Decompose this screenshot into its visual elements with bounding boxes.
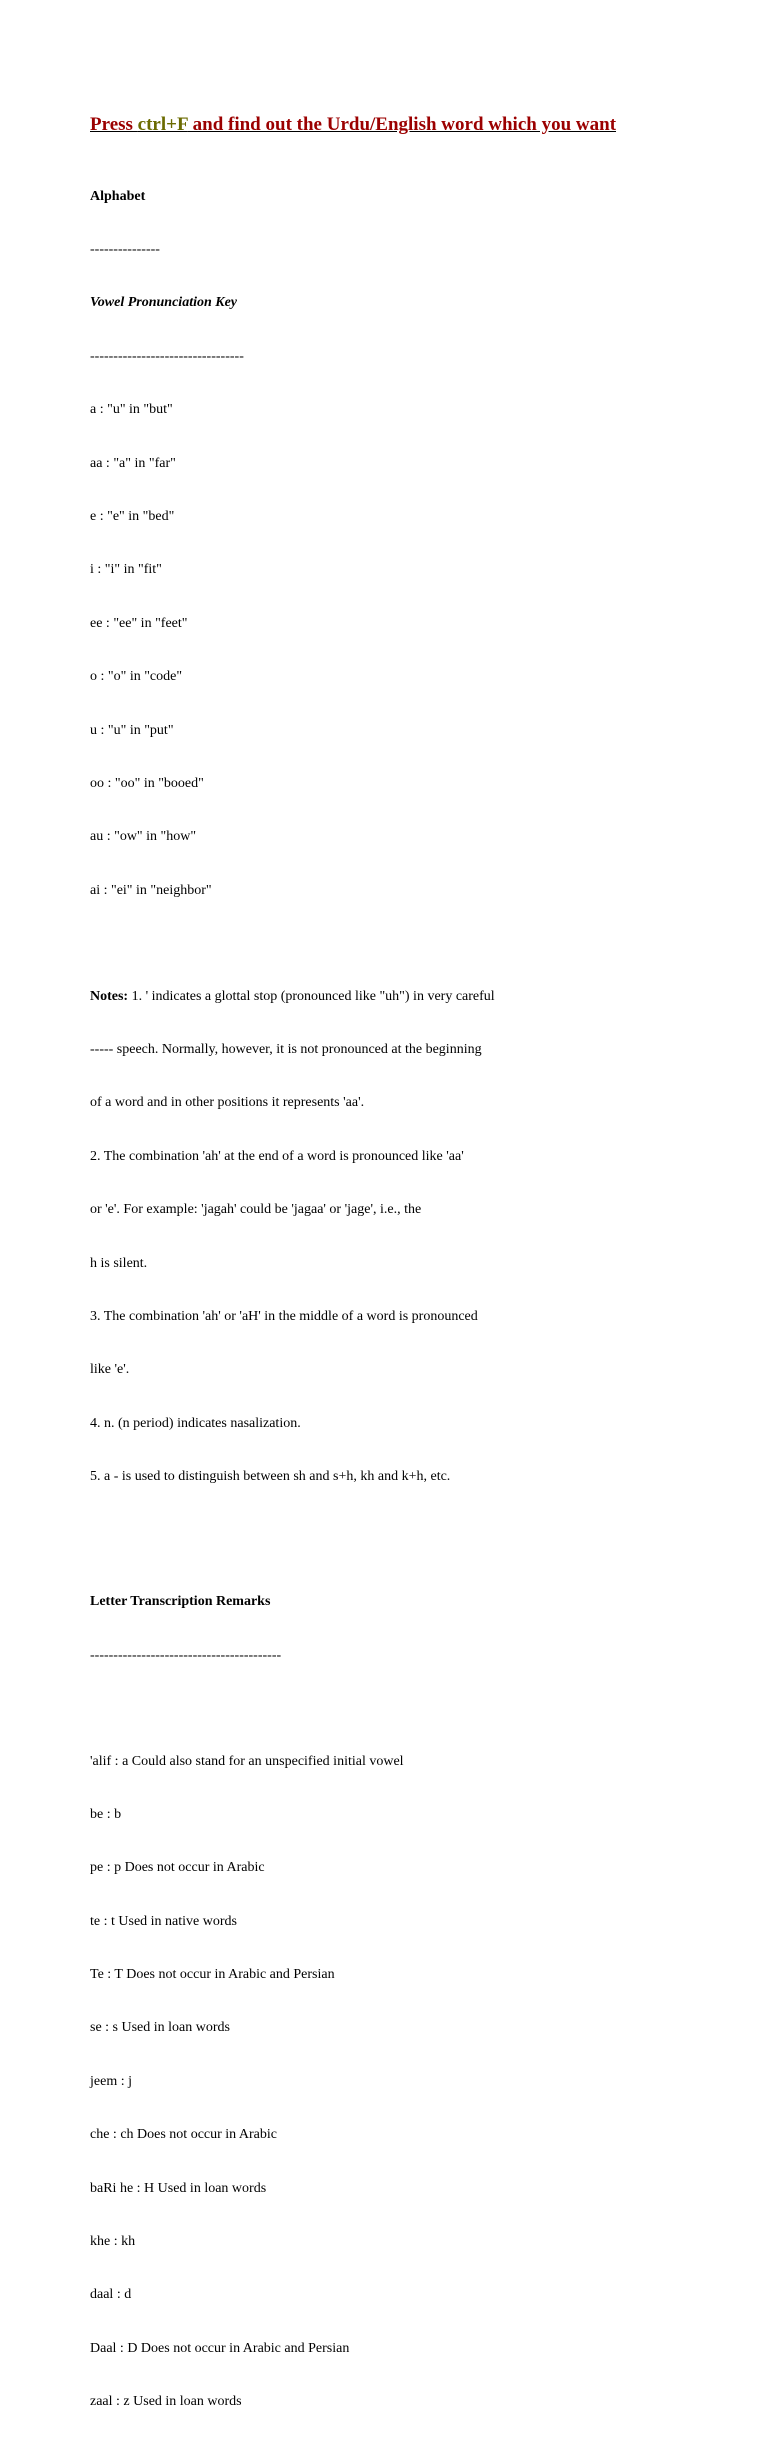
vowel-item: oo : "oo" in "booed": [90, 775, 204, 791]
notes-line: or 'e'. For example: 'jagah' could be 'jagaa' or 'jage', i.e., the: [90, 1202, 422, 1218]
vowel-item: au : "ow" in "how": [90, 829, 197, 845]
letter-item: jeem : j: [90, 2073, 132, 2089]
notes-label: Notes:: [90, 988, 129, 1004]
notes-first-line: [90, 988, 750, 1006]
vowel-item: ee : "ee" in "feet": [90, 615, 188, 631]
vowel-item: e : "e" in "bed": [90, 508, 175, 524]
letters-list: [90, 1717, 750, 2447]
headline-part-3: and find out the Urdu/English word which you want: [187, 114, 617, 135]
notes-line: of a word and in other positions it represents 'aa'.: [90, 1095, 365, 1111]
alphabet-rule: ---------------: [90, 241, 160, 257]
vowel-item: u : "u" in "put": [90, 722, 174, 738]
vowel-item: a : "u" in "but": [90, 402, 173, 418]
letter-item: pe : p Does not occur in Arabic: [90, 1860, 265, 1876]
letter-item: be : b: [90, 1806, 122, 1822]
document-page: [90, 112, 750, 2447]
vowel-item: o : "o" in "code": [90, 669, 183, 685]
letter-item: che : ch Does not occur in Arabic: [90, 2127, 277, 2143]
notes-line: 5. a - is used to distinguish between sh and s+h, kh and k+h, etc.: [90, 1469, 451, 1485]
vowel-key-rule: ---------------------------------: [90, 348, 244, 364]
page-title: [90, 112, 750, 138]
notes-line: 2. The combination 'ah' at the end of a word is pronounced like 'aa': [90, 1148, 464, 1164]
notes-line: like 'e'.: [90, 1362, 130, 1378]
letters-heading: Letter Transcription Remarks: [90, 1594, 271, 1610]
vowel-item: ai : "ei" in "neighbor": [90, 882, 212, 898]
letter-item: te : t Used in native words: [90, 1913, 237, 1929]
headline-shortcut: ctrl+F: [137, 114, 188, 135]
letter-item: zaal : z Used in loan words: [90, 2394, 242, 2410]
notes-first-text: 1. ' indicates a glottal stop (pronounced like "uh") in very careful: [128, 988, 495, 1004]
letter-item: se : s Used in loan words: [90, 2020, 230, 2036]
alphabet-section: [90, 152, 750, 935]
notes-section: [90, 952, 750, 1522]
letters-header: [90, 1558, 750, 1700]
letter-item: Te : T Does not occur in Arabic and Persian: [90, 1967, 335, 1983]
notes-line: 4. n. (n period) indicates nasalization.: [90, 1415, 301, 1431]
vowel-item: aa : "a" in "far": [90, 455, 176, 471]
notes-line: ----- speech. Normally, however, it is not pronounced at the beginning: [90, 1042, 482, 1058]
letter-item: daal : d: [90, 2287, 132, 2303]
letter-item: Daal : D Does not occur in Arabic and Persian: [90, 2340, 350, 2356]
letters-rule: -----------------------------------------: [90, 1647, 282, 1663]
letter-item: khe : kh: [90, 2234, 136, 2250]
headline-part-1: Press: [90, 114, 138, 135]
vowel-item: i : "i" in "fit": [90, 562, 162, 578]
letter-item: baRi he : H Used in loan words: [90, 2180, 267, 2196]
vowel-key-heading: Vowel Pronunciation Key: [90, 295, 238, 311]
notes-line: 3. The combination 'ah' or 'aH' in the middle of a word is pronounced: [90, 1309, 478, 1324]
alphabet-heading: Alphabet: [90, 188, 146, 204]
notes-line: h is silent.: [90, 1255, 148, 1271]
letter-item: 'alif : a Could also stand for an unspecified initial vowel: [90, 1753, 404, 1769]
